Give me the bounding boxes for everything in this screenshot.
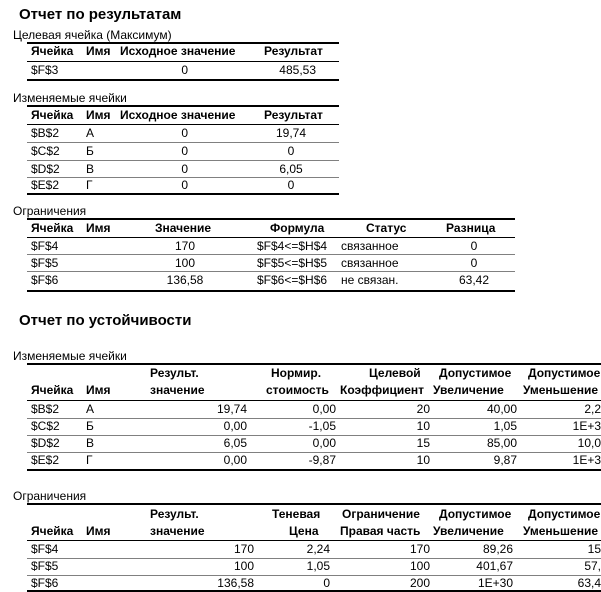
table-row-decrease: 63,4	[577, 576, 601, 590]
table-row-cell: $F$3	[31, 63, 59, 77]
header-normalized-bottom: стоимость	[266, 383, 329, 397]
table-row-decrease: 1E+3	[572, 419, 601, 433]
table-row-result: 136,58	[217, 576, 254, 590]
header-cell: Ячейка	[31, 221, 74, 235]
table-row-cell: $B$2	[31, 126, 60, 140]
header-status: Статус	[366, 221, 407, 235]
header-formula: Формула	[270, 221, 325, 235]
variable-cells-label: Изменяемые ячейки	[13, 349, 127, 363]
table-row-formula: $F$5<=$H$5	[257, 256, 328, 270]
divider	[27, 290, 515, 292]
table-row-value: 100	[174, 256, 196, 270]
table-row-name: Г	[86, 178, 93, 192]
table-row-cell: $D$2	[31, 162, 60, 176]
header-result-bottom: значение	[150, 524, 205, 538]
table-row-decrease: 1E+3	[572, 453, 601, 467]
table-row-cell: $E$2	[31, 453, 60, 467]
table-row-result: 0	[287, 144, 295, 158]
divider	[27, 218, 515, 220]
table-row-constraint: 100	[409, 559, 430, 573]
table-row-initial: 0	[181, 63, 188, 77]
table-row-name: Б	[86, 144, 94, 158]
table-row-increase: 40,00	[486, 402, 517, 416]
table-row-cell: $C$2	[31, 144, 60, 158]
table-row-result: 0,00	[223, 419, 247, 433]
header-increase-top: Допустимое	[439, 507, 512, 521]
divider	[27, 193, 339, 195]
header-initial: Исходное значение	[120, 44, 236, 58]
header-name: Имя	[86, 221, 111, 235]
table-row-decrease: 2,2	[584, 402, 601, 416]
divider	[27, 254, 515, 255]
table-row-cell: $C$2	[31, 419, 60, 433]
header-difference: Разница	[446, 221, 496, 235]
table-row-result: 100	[233, 559, 254, 573]
table-row-increase: 1,05	[493, 419, 517, 433]
variable-cells-label: Изменяемые ячейки	[13, 91, 127, 105]
table-row-name: Б	[86, 419, 94, 433]
divider	[27, 105, 339, 107]
table-row-status: связанное	[341, 256, 399, 270]
header-shadow-bottom: Цена	[289, 524, 319, 538]
table-row-constraint: 200	[409, 576, 430, 590]
table-row-decrease: 10,0	[577, 436, 601, 450]
table-row-increase: 85,00	[486, 436, 517, 450]
constraints-label: Ограничения	[13, 489, 87, 503]
results-report-title: Отчет по результатам	[19, 6, 182, 23]
table-row-shadow: 2,24	[306, 542, 330, 556]
table-row-status: не связан.	[341, 273, 399, 287]
divider	[27, 469, 601, 471]
table-row-increase: 1E+30	[477, 576, 513, 590]
header-value: Значение	[155, 221, 212, 235]
table-row-value: 170	[174, 239, 196, 253]
header-decrease-bottom: Уменьшение	[523, 383, 599, 397]
table-row-formula: $F$4<=$H$4	[257, 239, 328, 253]
header-decrease-bottom: Уменьшение	[523, 524, 599, 538]
divider	[27, 363, 601, 365]
table-row-result: 0,00	[223, 453, 247, 467]
header-increase-top: Допустимое	[439, 366, 512, 380]
table-row-decrease: 15	[587, 542, 601, 556]
table-row-result: 19,74	[275, 126, 307, 140]
table-row-status: связанное	[341, 239, 399, 253]
table-row-name: Г	[86, 453, 93, 467]
header-target-bottom: Коэффициент	[340, 383, 425, 397]
table-row-name: В	[86, 436, 95, 450]
divider	[27, 503, 601, 505]
divider	[27, 142, 339, 143]
table-row-formula: $F$6<=$H$6	[257, 273, 328, 287]
table-row-cell: $F$5	[31, 256, 59, 270]
target-cell-label: Целевая ячейка (Максимум)	[13, 28, 172, 42]
constraints-label: Ограничения	[13, 204, 87, 218]
header-cell: Ячейка	[31, 524, 74, 538]
divider	[27, 271, 515, 272]
table-row-normalized: -9,87	[308, 453, 336, 467]
table-row-name: В	[86, 162, 95, 176]
header-constraint-top: Ограничение	[342, 507, 420, 521]
table-row-normalized: -1,05	[308, 419, 336, 433]
table-row-cell: $F$4	[31, 239, 59, 253]
header-normalized-top: Нормир.	[271, 366, 322, 380]
table-row-result: 485,53	[279, 63, 316, 77]
table-row-name: А	[86, 126, 95, 140]
table-row-target: 20	[416, 402, 430, 416]
sensitivity-report-title: Отчет по устойчивости	[19, 312, 192, 329]
table-row-initial: 0	[181, 144, 188, 158]
header-result: Результат	[264, 44, 323, 58]
header-increase-bottom: Увеличение	[433, 383, 504, 397]
divider	[27, 160, 339, 161]
table-row-result: 6,05	[279, 162, 303, 176]
header-decrease-top: Допустимое	[528, 366, 601, 380]
table-row-normalized: 0,00	[312, 402, 336, 416]
divider	[27, 540, 601, 541]
header-result: Результат	[264, 108, 323, 122]
table-row-initial: 0	[181, 162, 188, 176]
table-row-cell: $F$6	[31, 273, 59, 287]
header-name: Имя	[86, 383, 111, 397]
header-initial: Исходное значение	[120, 108, 236, 122]
divider	[27, 400, 601, 401]
table-row-target: 10	[416, 419, 430, 433]
table-row-cell: $F$6	[31, 576, 59, 590]
header-constraint-bottom: Правая часть	[340, 524, 421, 538]
table-row-result: 0	[287, 178, 295, 192]
table-row-cell: $B$2	[31, 402, 60, 416]
table-row-increase: 89,26	[482, 542, 513, 556]
table-row-decrease: 57,	[584, 559, 601, 573]
header-cell: Ячейка	[31, 383, 74, 397]
table-row-name: А	[86, 402, 95, 416]
divider	[27, 61, 339, 62]
table-row-result: 6,05	[223, 436, 247, 450]
header-result-top: Результ.	[150, 366, 199, 380]
header-result-bottom: значение	[150, 383, 205, 397]
header-name: Имя	[86, 44, 111, 58]
table-row-increase: 401,67	[476, 559, 513, 573]
header-cell: Ячейка	[31, 44, 74, 58]
divider	[27, 79, 339, 81]
header-name: Имя	[86, 524, 111, 538]
header-increase-bottom: Увеличение	[433, 524, 504, 538]
table-row-result: 170	[233, 542, 254, 556]
table-row-increase: 9,87	[493, 453, 517, 467]
table-row-difference: 0	[470, 239, 478, 253]
table-row-shadow: 1,05	[306, 559, 330, 573]
table-row-cell: $F$4	[31, 542, 59, 556]
divider	[27, 124, 339, 125]
header-name: Имя	[86, 108, 111, 122]
table-row-normalized: 0,00	[312, 436, 336, 450]
header-result-top: Результ.	[150, 507, 199, 521]
header-cell: Ячейка	[31, 108, 74, 122]
table-row-value: 136,58	[166, 273, 204, 287]
table-row-cell: $D$2	[31, 436, 60, 450]
table-row-difference: 0	[470, 256, 478, 270]
table-row-cell: $E$2	[31, 178, 60, 192]
table-row-result: 19,74	[216, 402, 247, 416]
header-target-top: Целевой	[369, 366, 421, 380]
header-shadow-top: Теневая	[272, 507, 321, 521]
table-row-target: 10	[416, 453, 430, 467]
table-row-difference: 63,42	[458, 273, 490, 287]
header-decrease-top: Допустимое	[528, 507, 601, 521]
table-row-initial: 0	[181, 126, 188, 140]
table-row-cell: $F$5	[31, 559, 59, 573]
table-row-constraint: 170	[409, 542, 430, 556]
table-row-initial: 0	[181, 178, 188, 192]
table-row-shadow: 0	[323, 576, 330, 590]
divider	[27, 237, 515, 238]
table-row-target: 15	[416, 436, 430, 450]
